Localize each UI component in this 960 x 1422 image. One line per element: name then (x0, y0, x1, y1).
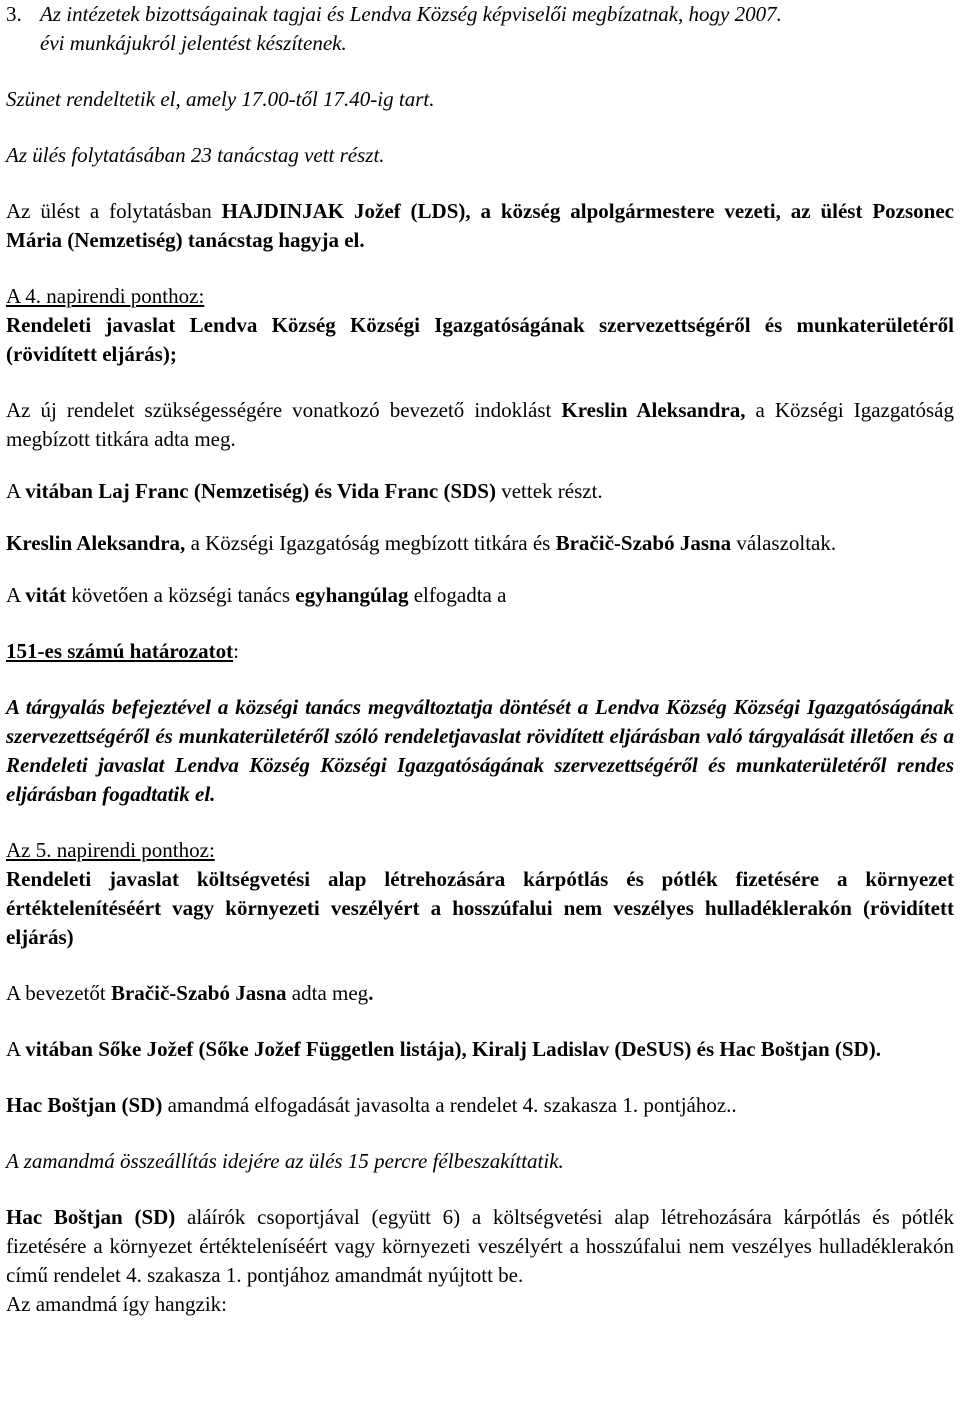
agenda-5-final: Hac Boštjan (SD) aláírók csoportjával (együtt 6) a költségvetési alap létrehozására kárpótlás és pótlék fizetésére a környezet értékteleníséért vagy környezeti veszélyért a hosszúfalui nem veszélyes hulladéklerakón című rendelet 4. szakasza 1. pontjához amandmát nyújtott be. Az amandmá így hangzik: (6, 1205, 954, 1316)
list-number: 3. (6, 2, 22, 26)
list-item-3 (6, 0, 954, 58)
agenda-5-title: Rendeleti javaslat költségvetési alap létrehozására kárpótlás és pótlék fizetésére a környezet értéktelenítéséért vagy környezeti veszélyért a hosszúfalui nem veszélyes hulladéklerakón (rövidített eljárás) (6, 867, 954, 949)
chair-paragraph: Az ülést a folytatásban HAJDINJAK Jožef (LDS), a község alpolgármestere vezeti, az ülést Pozsonec Mária (Nemzetiség) tanácstag hagyja el. (6, 199, 954, 252)
agenda-4-vote: A vitát követően a községi tanács egyhangúlag elfogadta a (6, 583, 507, 607)
agenda-4-title: Rendeleti javaslat Lendva Község Községi Igazgatóságának szervezettségéről és munkaterületéről (rövidített eljárás); (6, 313, 954, 366)
agenda-4-debate: A vitában Laj Franc (Nemzetiség) és Vida Franc (SDS) vettek részt. (6, 479, 603, 503)
agenda-5-heading: Az 5. napirendi ponthoz: (6, 838, 215, 862)
agenda-4-reply: Kreslin Aleksandra, a Községi Igazgatóság megbízott titkára és Bračič-Szabó Jasna válaszoltak. (6, 531, 837, 555)
agenda-5-debate: A vitában Sőke Jožef (Sőke Jožef Független listája), Kiralj Ladislav (DeSUS) és Hac Boštjan (SD). (6, 1037, 881, 1061)
agenda-5-amendment: Hac Boštjan (SD) amandmá elfogadását javasolta a rendelet 4. szakasza 1. pontjához.. (6, 1093, 737, 1117)
agenda-4-heading: A 4. napirendi ponthoz: (6, 284, 205, 308)
resolution-label: 151-es számú határozatot: (6, 639, 239, 663)
list-item-line-2: évi munkájukról jelentést készítenek. (40, 31, 347, 55)
agenda-4-intro: Az új rendelet szükségességére vonatkozó bevezető indoklást Kreslin Aleksandra, a Községi Igazgatóság megbízott titkára adta meg. (6, 398, 954, 451)
resolution-text: A tárgyalás befejeztével a községi tanács megváltoztatja döntését a Lendva Község Községi Igazgatóságának szervezettségéről és munkaterületéről szóló rendeletjavaslat rövidített eljárásban való tárgyalását illetően és a Rendeleti javaslat Lendva Község Községi Igazgatóságának szervezettségéről és munkaterületéről rendes eljárásban fogadtatik el. (6, 695, 954, 806)
agenda-5-pause: A zamandmá összeállítás idejére az ülés 15 percre félbeszakíttatik. (6, 1149, 564, 1173)
continuation-paragraph: Az ülés folytatásában 23 tanácstag vett részt. (6, 143, 385, 167)
break-paragraph: Szünet rendeltetik el, amely 17.00-től 17.40-ig tart. (6, 87, 435, 111)
agenda-5-intro: A bevezetőt Bračič-Szabó Jasna adta meg. (6, 981, 374, 1005)
list-item-line-1: Az intézetek bizottságainak tagjai és Lendva Község képviselői megbízatnak, hogy 2007. (40, 2, 782, 26)
